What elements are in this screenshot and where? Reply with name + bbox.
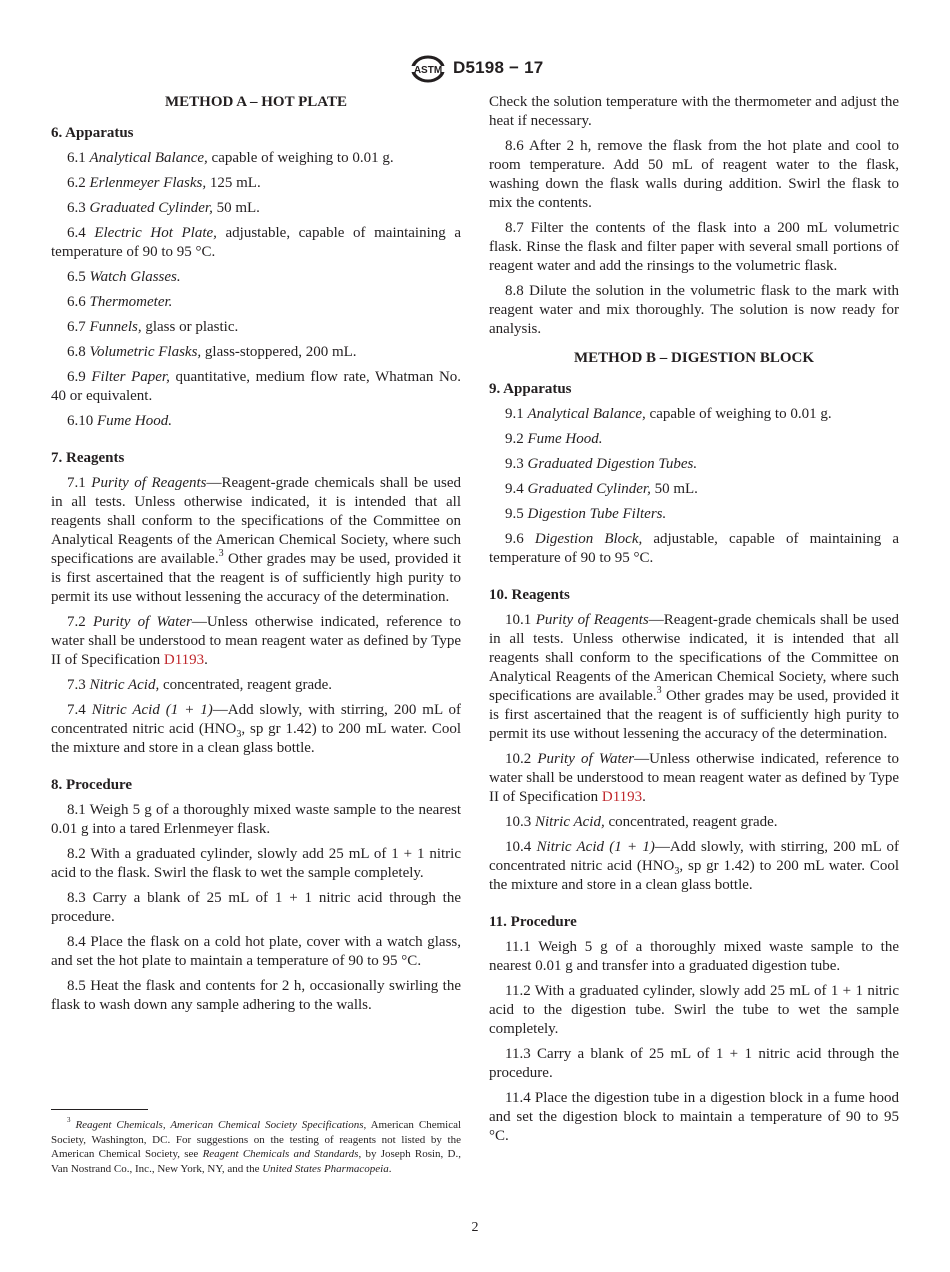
item-8-7: 8.7 Filter the contents of the flask into a 200 mL volumetric flask. Rinse the flask and filter paper with several small portions of reagent water and add the rinsings to the volumetric flask. xyxy=(489,220,899,274)
item-7-3: 7.3 Nitric Acid, concentrated, reagent grade. xyxy=(67,677,333,693)
item-7-1: 7.1 Purity of Reagents—Reagent-grade chemicals shall be used in all tests. Unless otherwise indicated, it is intended that all reagents shall conform to the specifications of the Committee on Analytical Reagents of the American Chemical Society, where such specifications are available.$^3$ Other grades may be used, provided it is first ascertained that the reagent is of sufficiently high purity to permit its use without lessening the accuracy of the determination. xyxy=(51,475,461,605)
item-8-6: 8.6 After 2 h, remove the flask from the hot plate and cool to room temperature. Add 50 mL of reagent water to the flask, washing down the flask walls during addition. Swirl the flask to mix the contents. xyxy=(489,138,899,211)
footnote-ref: 3 xyxy=(218,548,224,559)
page-header xyxy=(0,54,950,86)
item-10-4: 10.4 Nitric Acid (1 + 1)—Add slowly, with stirring, 200 mL of concentrated nitric acid ($HNO_3$, sp gr 1.42) to 200 mL water. Cool the mixture and store in a clean glass bottle. xyxy=(489,839,899,893)
svg-text:ASTM: ASTM xyxy=(413,65,443,76)
item-11-4: 11.4 Place the digestion tube in a digestion block in a fume hood and set the digestion block to maintain a temperature of 90 to 95 °C. xyxy=(489,1090,899,1144)
item-6-1: 6.1 Analytical Balance, capable of weighing to 0.01 g. xyxy=(67,150,394,166)
item-8-5: 8.5 Heat the flask and contents for 2 h, occasionally swirling the flask to wash down any sample adhering to the walls. xyxy=(51,978,461,1013)
item-9-2: 9.2 Fume Hood. xyxy=(505,431,603,447)
item-6-4: 6.4 Electric Hot Plate, adjustable, capable of maintaining a temperature of 90 to 95 °C. xyxy=(51,225,462,260)
footnote-ref: 3 xyxy=(656,685,662,696)
item-11-3: 11.3 Carry a blank of 25 mL of 1 + 1 nitric acid through the procedure. xyxy=(489,1046,899,1081)
item-8-5-continued: Check the solution temperature with the thermometer and adjust the heat if necessary. xyxy=(489,94,899,129)
item-9-4: 9.4 Graduated Cylinder, 50 mL. xyxy=(505,481,698,497)
section-9-heading: 9. Apparatus xyxy=(489,381,572,397)
item-8-8: 8.8 Dilute the solution in the volumetric flask to the mark with reagent water and mix thoroughly. The solution is now ready for analysis. xyxy=(489,283,899,337)
item-10-2: 10.2 Purity of Water—Unless otherwise indicated, reference to water shall be understood to mean reagent water as defined by Type II of Specification D1193. xyxy=(489,751,899,805)
item-10-1: 10.1 Purity of Reagents—Reagent-grade chemicals shall be used in all tests. Unless otherwise indicated, it is intended that all reagents shall conform to the specifications of the Committee on Analytical Reagents of the American Chemical Society, where such specifications are available.$^3$ Other grades may be used, provided it is first ascertained that the reagent is of sufficiently high purity to permit its use without lessening the accuracy of the determination. xyxy=(489,612,900,742)
method-a-title: METHOD A – HOT PLATE xyxy=(165,94,347,110)
section-11-heading: 11. Procedure xyxy=(489,914,577,930)
item-6-9: 6.9 Filter Paper, quantitative, medium flow rate, Whatman No. 40 or equivalent. xyxy=(51,369,462,404)
document-id: D5198 − 17 xyxy=(453,58,544,77)
item-10-3: 10.3 Nitric Acid, concentrated, reagent grade. xyxy=(505,814,778,830)
item-6-7: 6.7 Funnels, glass or plastic. xyxy=(67,319,239,335)
method-b-title: METHOD B – DIGESTION BLOCK xyxy=(573,350,815,366)
item-7-2: 7.2 Purity of Water—Unless otherwise indicated, reference to water shall be understood to mean reagent water as defined by Type II of Specification D1193. xyxy=(51,614,461,668)
item-9-6: 9.6 Digestion Block, adjustable, capable of maintaining a temperature of 90 to 95 °C. xyxy=(489,531,900,566)
section-8-heading: 8. Procedure xyxy=(51,777,133,793)
item-11-1: 11.1 Weigh 5 g of a thoroughly mixed waste sample to the nearest 0.01 g and transfer into a graduated digestion tube. xyxy=(489,939,899,974)
left-column xyxy=(51,93,461,1021)
item-6-2: 6.2 Erlenmeyer Flasks, 125 mL. xyxy=(67,175,261,191)
item-8-4: 8.4 Place the flask on a cold hot plate, cover with a watch glass, and set the hot plate to maintain a temperature of 90 to 95 °C. xyxy=(51,934,461,969)
section-7-heading: 7. Reagents xyxy=(51,450,125,466)
right-column xyxy=(489,93,899,1152)
item-8-2: 8.2 With a graduated cylinder, slowly add 25 mL of 1 + 1 nitric acid to the flask. Swirl the flask to wet the sample completely. xyxy=(51,846,461,881)
item-11-2: 11.2 With a graduated cylinder, slowly add 25 mL of 1 + 1 nitric acid to the digestion tube. Swirl the tube to wet the sample completely. xyxy=(489,983,899,1037)
d1193-link[interactable]: D1193 xyxy=(163,652,205,668)
section-10-heading: 10. Reagents xyxy=(489,587,570,603)
item-6-8: 6.8 Volumetric Flasks, glass-stoppered, 200 mL. xyxy=(67,344,357,360)
item-6-3: 6.3 Graduated Cylinder, 50 mL. xyxy=(67,200,260,216)
item-7-4: 7.4 Nitric Acid (1 + 1)—Add slowly, with stirring, 200 mL of concentrated nitric acid ($HNO_3$, sp gr 1.42) to 200 mL water. Cool the mixture and store in a clean glass bottle. xyxy=(51,702,461,756)
item-8-1: 8.1 Weigh 5 g of a thoroughly mixed waste sample to the nearest 0.01 g into a tared Erlenmeyer flask. xyxy=(51,802,461,837)
page-number: 2 xyxy=(471,1220,479,1235)
item-8-3: 8.3 Carry a blank of 25 mL of 1 + 1 nitric acid through the procedure. xyxy=(51,890,461,925)
footnote: $^3$ Reagent Chemicals, American Chemical Society Specifications, American Chemical Society, Washington, DC. For suggestions on the testing of reagents not listed by the American Chemical Society, see Reagent Chemicals and Standards, by Joseph Rosin, D., Van Nostrand Co., Inc., New York, NY, and the United States Pharmacopeia. xyxy=(51,1116,462,1176)
item-6-6: 6.6 Thermometer. xyxy=(67,294,173,310)
section-6-heading: 6. Apparatus xyxy=(51,125,134,141)
d1193-link[interactable]: D1193 xyxy=(601,789,643,805)
footnote-divider xyxy=(51,1109,148,1110)
item-6-10: 6.10 Fume Hood. xyxy=(67,413,172,429)
item-9-1: 9.1 Analytical Balance, capable of weighing to 0.01 g. xyxy=(505,406,832,422)
astm-logo-icon xyxy=(409,54,447,84)
item-9-3: 9.3 Graduated Digestion Tubes. xyxy=(505,456,698,472)
item-6-5: 6.5 Watch Glasses. xyxy=(67,269,181,285)
item-9-5: 9.5 Digestion Tube Filters. xyxy=(505,506,667,522)
